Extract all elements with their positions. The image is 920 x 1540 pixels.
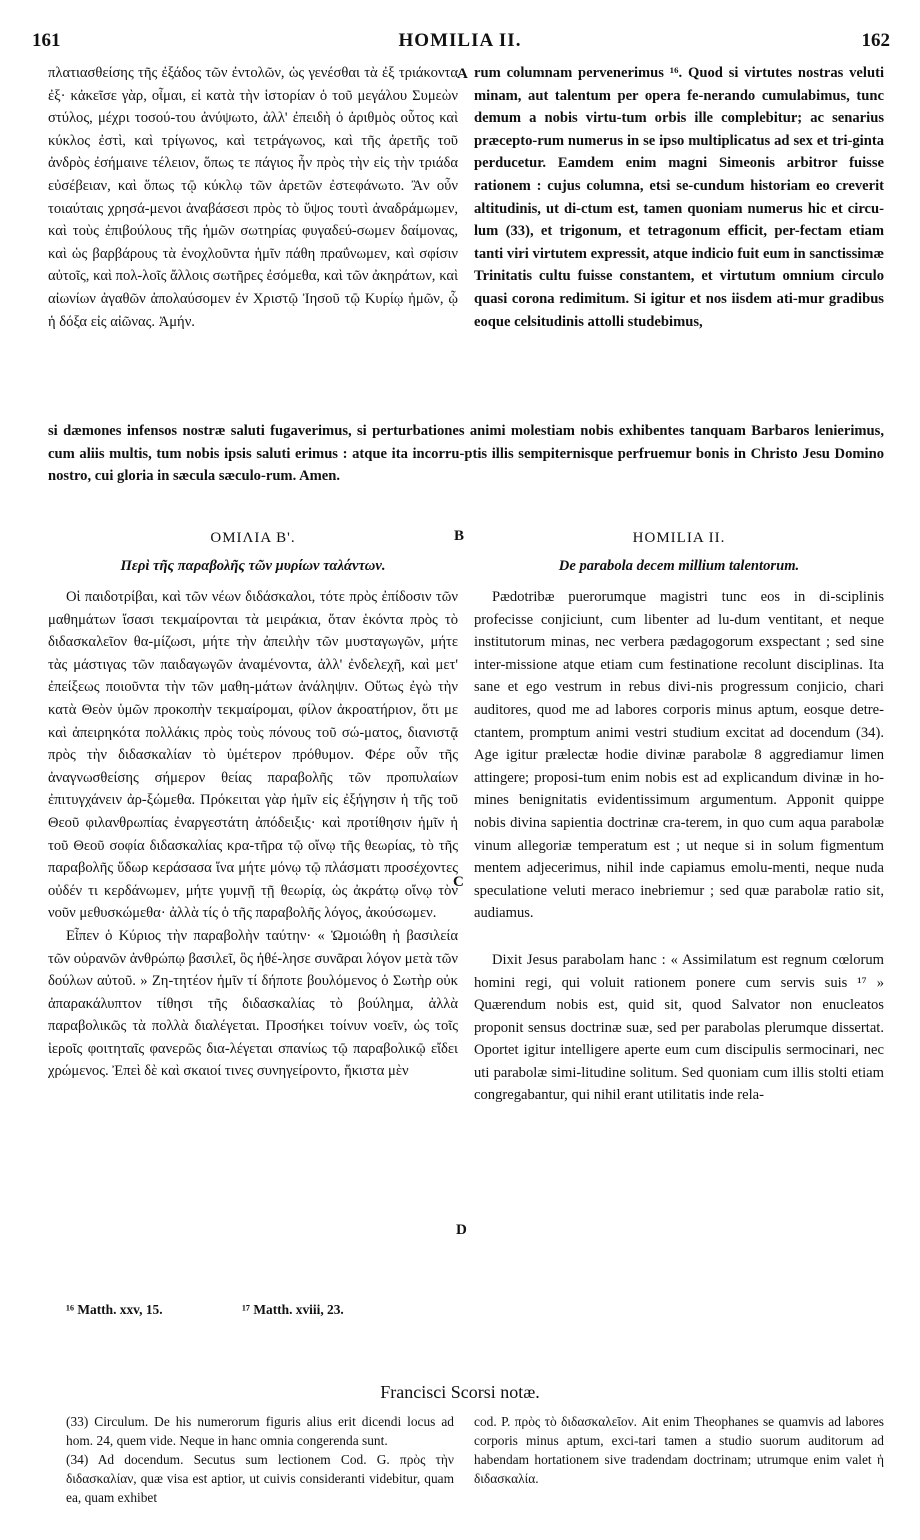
footnote-17: ¹⁷ Matth. xviii, 23. (242, 1302, 344, 1317)
running-title: HOMILIA II. (398, 30, 522, 51)
latin-homily-title: HOMILIA II. (632, 530, 726, 546)
greek-paragraph-2: Εἶπεν ὁ Κύριος τὴν παραβολὴν ταύτην· « Ὡμοιώθη ἡ βασιλεία τῶν οὐρανῶν ἀνθρώπῳ βασιλεῖ, ὃς ἠθέ-λησε συνᾶραι λόγον μετὰ τῶν δούλων αὐτοῦ. » Ζη-τητέον ἡμῖν τί δήποτε βουλόμενος ὁ Σωτὴρ οὐκ ἀπαρακάλυπτον τίθησι τῆς διδασκαλίας τὸ βούλημα, ἀλλὰ παραβολικῶς τὰ πολλὰ διαλέγεται. Προσήκει τοίνυν νοεῖν, ὡς τοῖς ἱεροῖς φοιτηταῖς φανερῶς δια-λέγεται σπανίως τῷ παραβολικῷ εἴδει χρώμενος. Ἐπεὶ δὲ καὶ σκαιοί τινες συνηγείροντο, ἥκιστα μὲν (48, 927, 458, 1080)
notes-title: Francisci Scorsi notæ. (380, 1382, 540, 1402)
margin-marker-d: D (456, 1222, 467, 1238)
latin-fullwidth-ending: si dæmones infensos nostræ saluti fugaverimus, si perturbationes animi molestiam nobis exhibentes tanquam Barbaros lenierimus, cum aliis multis, tum nobis ipsis saluti erimus : atque ita incorru-ptis illis sempiternisque perfruemur bonis in Christo Jesu Domino nostro, cui gloria in sæcula sæculo-rum. Amen. (48, 423, 884, 485)
left-page-number: 161 (32, 30, 61, 51)
greek-paragraph-1: Οἱ παιδοτρίβαι, καὶ τῶν νέων διδάσκαλοι, τότε πρὸς ἐπίδοσιν τῶν μαθημάτων ἴσασι τεκμαίρονται τὰ μειράκια, ὅταν ἑκόντα πρὸς τὸ διδασκαλεῖον θα-μίζωσι, μήτε τὴν ἀπειλὴν τῶν μυσταγωγῶν, μήτε τὰς μάστιγας τῶν παιδαγωγῶν ἀναμένοντα, ἀλλ' ἐνδελεχῆ, καὶ μετ' ἐπείξεως ποιοῦντα τὴν τῶν μαθη-μάτων ἀνάληψιν. Οὕτως ἐγὼ τὴν κατὰ Θεὸν ὑμῶν προκοπὴν τεκμαίρομαι, φίλον ἀκροατήριον, ὅτι με καὶ ἀπειρηκότα πολλάκις πρὸς τοὺς πόνους τοῦ σώ-ματος, διανιστᾷ πρὸς τὴν διδασκαλίαν τὸ ὑμέτερον πρόθυμον. Φέρε οὖν τῆς ἀναγνωσθείσης σήμερον θείας παραβολῆς τῶν προπυλαίων ἐπιτυγχάνειν ἀρ-ξώμεθα. Πρόκειται γὰρ ἡμῖν εἰς ἐξήγησιν ἡ τῆς τοῦ Θεοῦ φιλανθρωπίας ἐναργεστάτη ἀπόδειξις· καὶ προτίθησιν ἡμῖν ἡ τοῦ Θεοῦ σοφία διδασκαλίας κρα-τῆρα τῷ οἴνῳ τῆς θεωρίας, τὸ τῆς παραβολῆς ὕδωρ κεράσασα ἵνα μήτε μόνῳ τῷ πλάσματι προσέχοντες οὐδέν τι κερδάνωμεν, μήτε γυμνῇ τῇ θεωρίᾳ, ὡς ἀκράτῳ οἴνῳ τὸν νοῦν μεθυσκώμεθα· ἀλλὰ τίς ὁ τῆς παραβολῆς λόγος, ἀκούσωμεν. (48, 589, 458, 922)
greek-homily-subtitle: Περὶ τῆς παραβολῆς τῶν μυρίων ταλάντων. (120, 558, 386, 574)
latin-paragraph-1: Pædotribæ puerorumque magistri tunc eos in di-sciplinis profecisse conjiciunt, cum libenter ad lu-dum ventitant, et neque institutorum minas, nec verbera pædagogorum exspectant ; sed sine inter-missione atque etiam cum festinatione recolunt disciplinas. Ita sane et ego vestrum in rebus divi-nis progressum conjicio, chari auditores, quod me ad labores corporis minus aptum, eosque detre-ctantem, promptum animi vestri studium excitat ad docendum (34). Age igitur prælectæ hodie divinæ parabolæ 8 aggrediamur limen attingere; proposi-tum enim nobis est ad explicandum divinæ in ho-mines benignitatis evidentissimum argumentum. Apponit quippe nobis divina sapientia doctrinæ cra-terem, in quo cum aqua parabolæ vinum allegoriæ temperatum est ; ut neque si in solum figmentum mentem adjecerimus, nihil inde capiamus emolu-menti, neque nuda speculatione veluti meraco inebriemur ; sed quæ parabolæ ratio sit, audiamus. (474, 589, 884, 922)
margin-marker-a: A (457, 66, 468, 82)
greek-column-main (48, 586, 458, 1250)
latin-paragraph-2: Dixit Jesus parabolam hanc : « Assimilatum est regnum cœlorum homini regi, qui voluit rationem ponere cum servis suis ¹⁷ » Quærendum nobis est, quid sit, quod Salvator non enucleatos proponit sensus doctrinæ suæ, sed per parabolas plerumque dissertat. Oportet igitur intelligere aperte eum cum discipulis sermocinari, nec uti parabolæ simi-litudine solitum. Sed quoniam cum illis stolti etiam congregabantur, qui nihil erant utilitatis inde rela- (474, 951, 884, 1104)
notes-left-column: (33) Circulum. De his numerorum figuris alius erit dicendi locus ad hom. 24, quem vide. Neque in hanc omnia congerenda sunt. (34) Ad docendum. Secutus sum lectionem Cod. G. πρὸς τὴν διδασκαλίαν, quæ visa est aptior, ut cuivis consideranti videbitur, quam ea, quam exhibet (66, 1414, 454, 1505)
latin-column-top: rum columnam pervenerimus ¹⁶. Quod si virtutes nostras veluti minam, aut talentum per opera fe-nerando cumulabimus, tunc demum a nobis virtu-tum orbis ille complebitur; ac senarius præcepto-rum numerus in se ipso multiplicatus ad sex et tri-ginta perducetur. Eamdem enim magni Simeonis arbitror fuisse rationem : cujus columna, etsi se-cundum historiam eo creverit altitudinis, ut di-ctum est, tamen quoniam numerus hic et circu-lum (33), et trigonum, et tetragonum efficit, per-fectam etiam tanti viri virtutem expressit, atque indicio fuit eum in sanctissimæ Trinitatis cultu fuisse constantem, et virtutum omnium circulo quasi corona redimitum. Si igitur et nos iisdem ati-mur gradibus eoque celsitudinis attolli studebimus, (474, 65, 884, 330)
margin-marker-c: C (453, 874, 464, 890)
latin-column-main (474, 586, 884, 1250)
footnote-16: ¹⁶ Matth. xxv, 15. (66, 1302, 163, 1317)
notes-right-column: cod. P. πρὸς τὸ διδασκαλεῖον. Ait enim Theophanes se quamvis ad labores corporis minus aptum, exci-tari tamen a studio suorum auditorum ad habendam hortationem sive tradendam doctrinam; utrumque enim valet ἡ διδασκαλία. (474, 1414, 884, 1486)
greek-column-top: πλατιασθείσης τῆς ἐξάδος τῶν ἐντολῶν, ὡς γενέσθαι τὰ ἐξ τριάκοντα ἐξ· κἀκεῖσε γὰρ, οἶμαι, εἰ κατὰ τὴν ἱστορίαν ὁ τοῦ μεγάλου Συμεὼν στύλος, μέχρι τοσού-του ἀνύψωτο, ἀλλ' ἐπειδὴ ὁ ἀριθμὸς οὗτος καὶ κύκλος ἐστὶ, καὶ τρίγωνος, καὶ τετράγωνος, καὶ τῆς ἀρετῆς τοῦ ἀνδρὸς ἐσήμαινε τέλειον, ὅπως τε πάγιος ἦν πρὸς τὴν εἰς τὴν τριάδα εὐσέβειαν, καὶ ὅπως τῷ κύκλῳ τῶν ἀρετῶν ἐστεφάνωτο. Ἂν οὖν τοιαύταις χρησά-μενοι ἀναβάσεσι πρὸς τὸ ὕψος τουτὶ ἀναδράμωμεν, καὶ τοὺς ἐπιβούλους τῆς ἡμῶν σωτηρίας φυγαδεύ-σωμεν δαίμονας, καὶ ὡς βαρβάρους τὰ ἐνοχλοῦντα ἡμῖν πάθη πραΰνωμεν, καὶ σφίσιν αὐτοῖς, καὶ πολ-λοῖς ἄλλοις σωτῆρες ἐσόμεθα, καὶ τῶν ἀκηράτων, καὶ αἰωνίων ἀγαθῶν ἀπολαύσομεν ἐν Χριστῷ Ἰησοῦ τῷ Κυρίῳ ἡμῶν, ᾧ ἡ δόξα εἰς αἰῶνας. Ἀμήν. (48, 65, 458, 330)
right-page-number: 162 (861, 30, 890, 51)
latin-homily-subtitle: De parabola decem millium talentorum. (558, 558, 800, 574)
margin-marker-b: B (454, 528, 465, 544)
greek-homily-title: ΟΜΙΛΙΑ Β'. (210, 530, 296, 546)
